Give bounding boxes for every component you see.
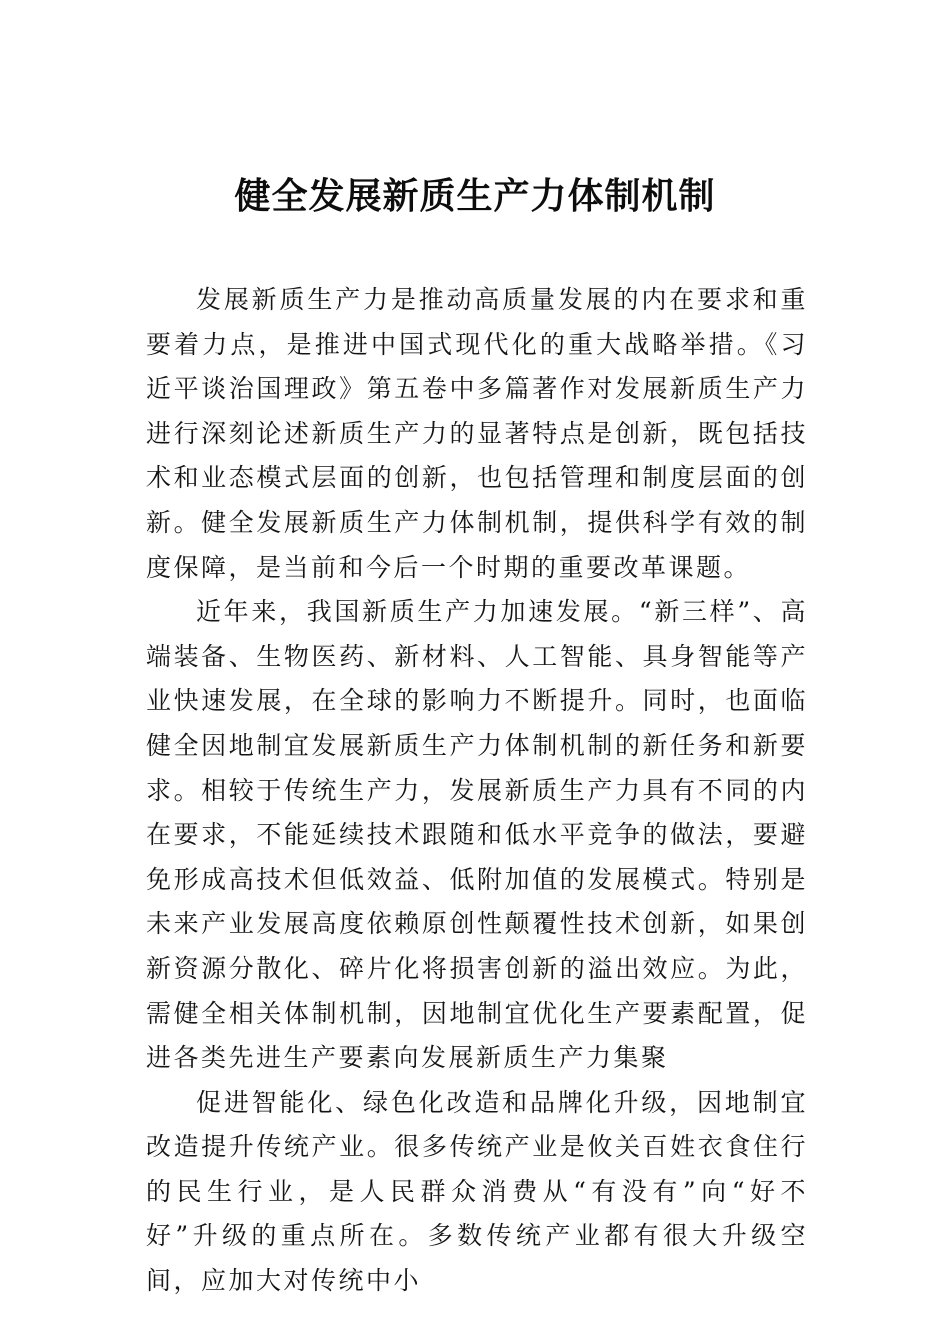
paragraph-1: 发展新质生产力是推动高质量发展的内在要求和重要着力点，是推进中国式现代化的重大战略举措。《习近平谈治国理政》第五卷中多篇著作对发展新质生产力进行深刻论述新质生产力的显著特点是创新，既包括技术和业态模式层面的创新，也包括管理和制度层面的创新。健全发展新质生产力体制机制，提供科学有效的制度保障，是当前和今后一个时期的重要改革课题。	[146, 285, 808, 582]
document-body	[146, 278, 808, 1304]
document-title: 健全发展新质生产力体制机制	[234, 175, 716, 217]
paragraph-3: 促进智能化、绿色化改造和品牌化升级，因地制宜改造提升传统产业。很多传统产业是攸关百姓衣食住行的民生行业，是人民群众消费从“有没有”向“好不好”升级的重点所在。多数传统产业都有很大升级空间，应加大对传统中小	[146, 1087, 808, 1296]
paragraph-2: 近年来，我国新质生产力加速发展。“新三样”、高端装备、生物医药、新材料、人工智能、具身智能等产业快速发展，在全球的影响力不断提升。同时，也面临健全因地制宜发展新质生产力体制机制的新任务和新要求。相较于传统生产力，发展新质生产力具有不同的内在要求，不能延续技术跟随和低水平竞争的做法，要避免形成高技术但低效益、低附加值的发展模式。特别是未来产业发展高度依赖原创性颠覆性技术创新，如果创新资源分散化、碎片化将损害创新的溢出效应。为此，需健全相关体制机制，因地制宜优化生产要素配置，促进各类先进生产要素向发展新质生产力集聚	[146, 597, 808, 1073]
